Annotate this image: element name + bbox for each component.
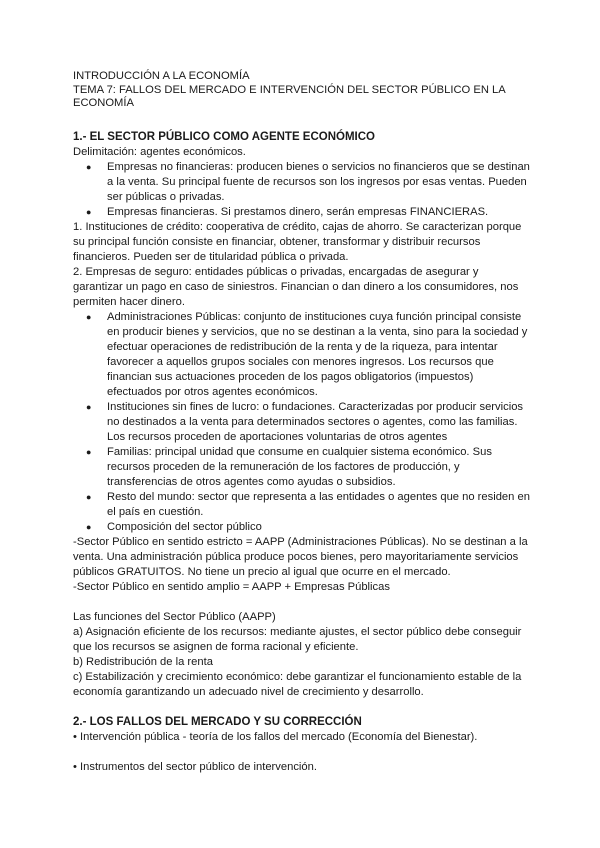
list-item: ● Administraciones Públicas: conjunto de instituciones cuya función principal consiste en producir bienes y servicios, que no se destinan a la venta, sino para la sociedad y efectuar operaciones de redistribución de la renta y de la riqueza, para intentar favorecer a aquellos grupos sociales con menores ingresos. Los recursos que financian sus actuaciones proceden de los pagos obligatorios (impuestos) efectuados por otros agentes económicos. [107,310,530,400]
list-item: ● Instituciones sin fines de lucro: o fundaciones. Caracterizadas por producir servicios no destinados a la venta para determinados sectores o agentes, como las familias. Los recursos proceden de aportaciones voluntarias de otros agentes [107,400,530,445]
section2-item-1: • Intervención pública - teoría de los fallos del mercado (Economía del Bienestar). [73,730,478,743]
function-a: a) Asignación eficiente de los recursos: mediante ajustes, el sector público debe conseguir que los recursos se asignen de forma racional y eficiente. [73,625,522,653]
topic-title: TEMA 7: FALLOS DEL MERCADO E INTERVENCIÓN DEL SECTOR PÚBLICO EN LA [73,83,506,96]
strict-definition: -Sector Público en sentido estricto = AAPP (Administraciones Públicas). No se destinan a la venta. Una administración pública produce pocos bienes, pero mayoritariamente servicios públicos GRATUITOS. No tiene un precio al igual que ocurre en el mercado. [73,535,528,578]
paragraph-credit-institutions: 1. Instituciones de crédito: cooperativa de crédito, cajas de ahorro. Se caracterizan porque su principal función consiste en financiar, obtener, transformar y distribuir recursos financieros. Pueden ser de titularidad pública o privada. [73,220,522,263]
list-item: ● Resto del mundo: sector que representa a las entidades o agentes que no residen en el país en cuestión. [107,490,530,520]
section2-item-2: • Instrumentos del sector público de intervención. [73,760,317,773]
course-title: INTRODUCCIÓN A LA ECONOMÍA [73,70,250,82]
bullet-list-b [73,310,530,535]
bullet-list-a [73,160,530,220]
list-item: ● Familias: principal unidad que consume en cualquier sistema económico. Sus recursos proceden de la remuneración de los factores de producción, y transferencias de otros agentes como ayudas o subsidios. [107,445,530,490]
topic-title-cont: ECONOMÍA [73,97,134,109]
section1-heading: 1.- EL SECTOR PÚBLICO COMO AGENTE ECONÓMICO [73,130,376,143]
section2-heading: 2.- LOS FALLOS DEL MERCADO Y SU CORRECCIÓN [73,715,362,728]
delimitation-text: Delimitación: agentes económicos. [73,145,246,158]
paragraph-insurance: 2. Empresas de seguro: entidades públicas o privadas, encargadas de asegurar y garantizar un pago en caso de siniestros. Financian o dan dinero a los consumidores, nos permiten hacer dinero. [73,265,519,308]
function-b: b) Redistribución de la renta [73,655,213,668]
broad-definition: -Sector Público en sentido amplio = AAPP + Empresas Públicas [73,580,390,593]
functions-title: Las funciones del Sector Público (AAPP) [73,610,276,623]
list-item: ● Composición del sector público [107,520,530,535]
list-item: ● Empresas no financieras: producen bienes o servicios no financieros que se destinan a la venta. Su principal fuente de recursos son los ingresos por esas ventas. Pueden ser públicas o privadas. [107,160,530,205]
list-item: ● Empresas financieras. Si prestamos dinero, serán empresas FINANCIERAS. [107,205,530,220]
function-c: c) Estabilización y crecimiento económico: debe garantizar el funcionamiento estable de la economía garantizando un adecuado nivel de crecimiento y desarrollo. [73,670,522,698]
